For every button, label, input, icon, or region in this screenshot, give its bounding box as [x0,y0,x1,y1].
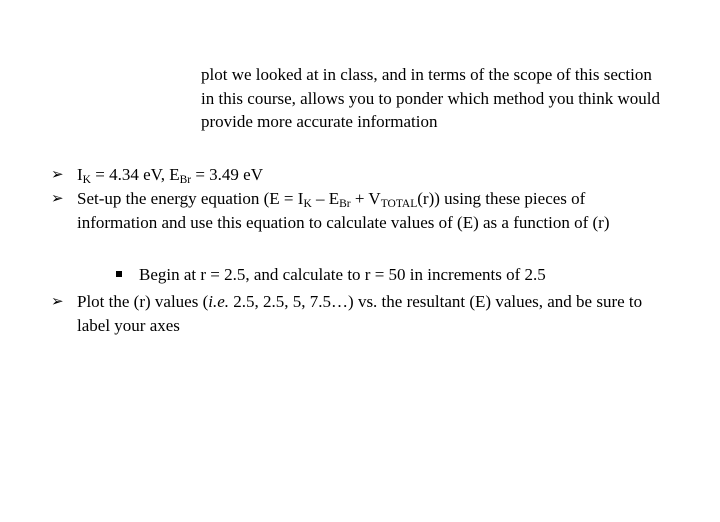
square-bullet-icon [116,271,122,277]
bullet-text: Set-up the energy equation $(E = I_K - E_{Br} + V_{TOTAL}(r))$ using these pieces of information and use this equation to calculate values of (E) as a function of (r) [77,189,610,232]
sub-bullet-item-range [116,263,656,287]
ebr-subscript: Br [179,174,192,186]
arrow-bullet-icon: ➢ [51,189,64,207]
ik-symbol: I [77,165,83,184]
bullet-text: Plot the (r) values (i.e. 2.5, 2.5, 5, 7.5…) vs. the resultant (E) values, and be sure to label your axes [77,292,643,335]
bullet-text [77,163,651,187]
sub-bullet-text: Begin at r = 2.5, and calculate to r = 50 in increments of 2.5 [139,265,546,284]
arrow-bullet-icon: ➢ [51,165,64,183]
bullet-item-energies [51,163,651,187]
bullet-item-equation [51,187,651,234]
arrow-bullet-icon: ➢ [51,292,64,310]
ebr-value: = 3.49 eV [191,165,264,184]
continuation-paragraph: plot we looked at in class, and in terms of the scope of this section in this course, allows you to ponder which method you think would provide more accurate information [201,65,660,131]
bullet-item-plot [51,290,651,337]
ik-subscript: K [82,174,91,186]
ik-value: = 4.34 eV, [90,165,170,184]
ebr-symbol: E [169,165,180,184]
